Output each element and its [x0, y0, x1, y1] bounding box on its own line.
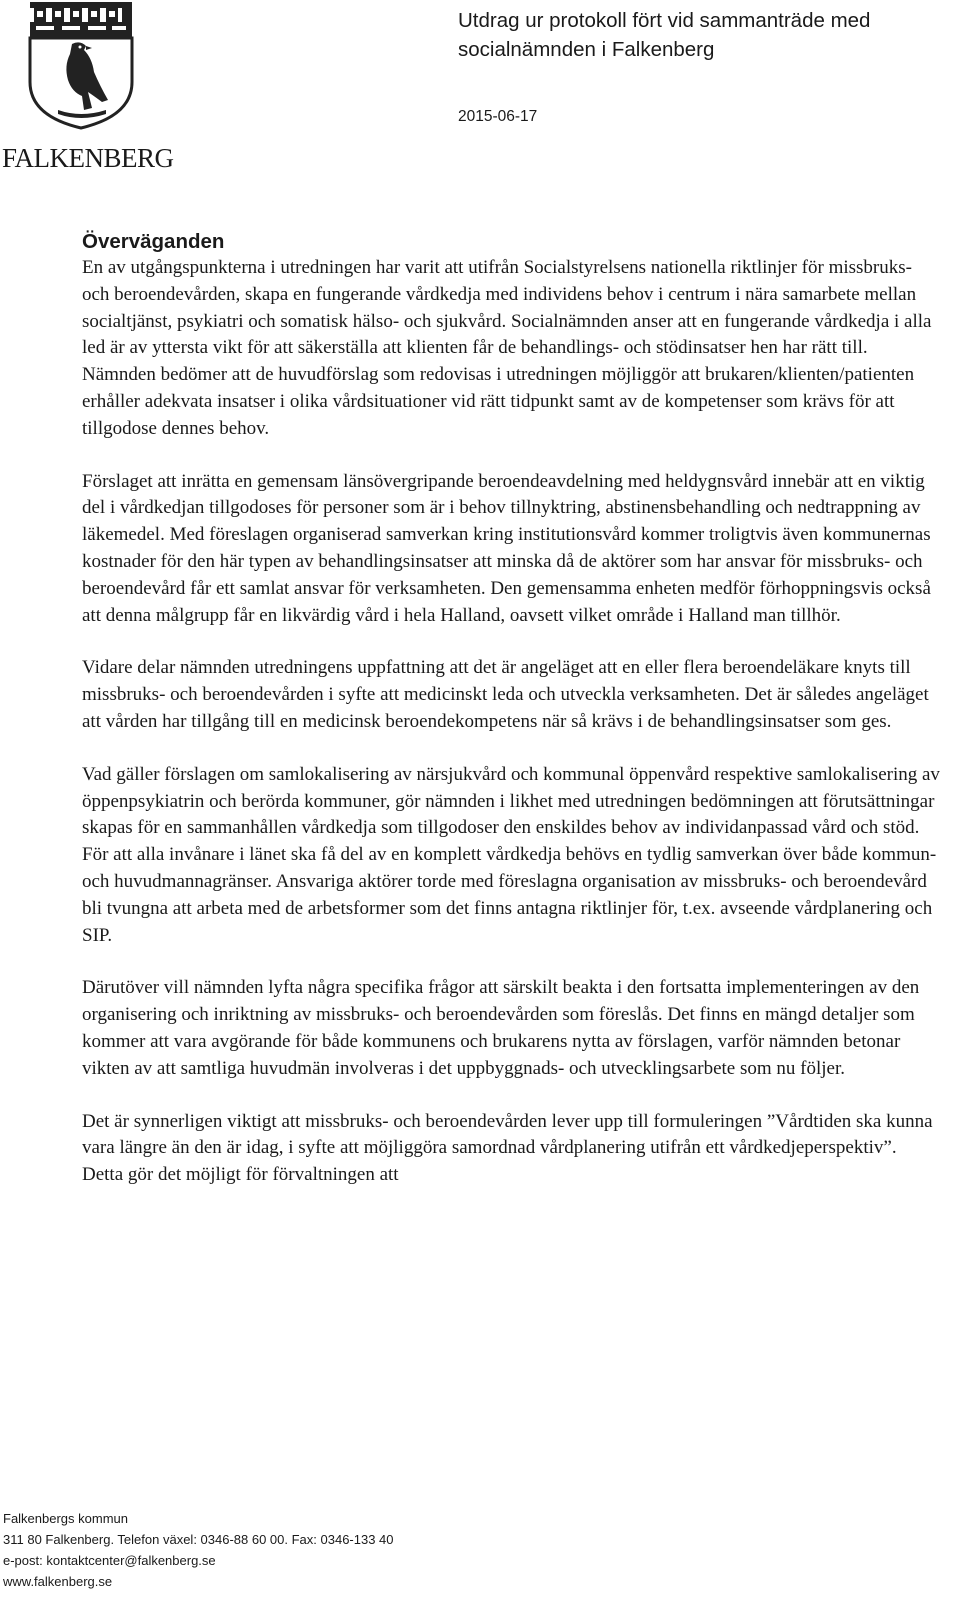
page-footer — [3, 1508, 394, 1592]
paragraph-3: Vidare delar nämnden utredningens uppfattning att det är angeläget att en eller flera beroendeläkare knyts till missbruks- och beroendevården i syfte att medicinskt leda och utveckla verksamheten. Det är således angeläget att vården har tillgång till en medicinsk beroendekompetens när så krävs i de behandlingsinsatser som ges. — [82, 657, 929, 732]
paragraph-5: Därutöver vill nämnden lyfta några specifika frågor att särskilt beakta i den fortsatta implementeringen av den organisering och inriktning av missbruks- och beroendevården som föreslås. Det finns en mängd detaljer som kommer att vara avgörande för både kommunens och brukarens nytta av förslagen, varför nämnden betonar vikten av att samtliga huvudmän involveras i det uppbyggnads- och utvecklingsarbete som nu följer. — [82, 977, 920, 1079]
paragraph-6: Det är synnerligen viktigt att missbruks- och beroendevården lever upp till formuleringen ”Vårdtiden ska kunna vara längre än den är idag, i syfte att möjliggöra samordnad vårdplanering utifrån ett vårdkedjeperspektiv”. Detta gör det möjligt för förvaltningen att — [82, 1110, 933, 1186]
protocol-title — [458, 6, 870, 64]
footer-org: Falkenbergs kommun — [3, 1511, 128, 1526]
falcon-crest-icon — [22, 0, 140, 130]
footer-address: 311 80 Falkenberg. Telefon växel: 0346-88 60 00. Fax: 0346-133 40 — [3, 1532, 394, 1547]
municipality-name: FALKENBERG — [2, 143, 174, 173]
document-body — [82, 229, 942, 1215]
protocol-title-line2: socialnämnden i Falkenberg — [458, 38, 715, 61]
footer-email: e-post: kontaktcenter@falkenberg.se — [3, 1553, 216, 1568]
meeting-date: 2015-06-17 — [458, 108, 538, 125]
section-heading: Överväganden — [82, 230, 225, 253]
paragraph-2: Förslaget att inrätta en gemensam länsövergripande beroendeavdelning med heldygnsvård innebär att en viktig del i vårdkedjan tillgodoses för personer som är i behov tillnyktring, abstinensbehandling och nedtrappning av läkemedel. Med föreslagen organiserad samverkan kring institutionsvård kommer troligtvis även kommunernas kostnader för den här typen av behandlingsinsatser att minska då de aktörer som har ansvar för missbruks- och beroendevård får ett samlat ansvar för verksamheten. Den gemensamma enheten medför förhoppningsvis också att denna målgrupp får en likvärdig vård i hela Halland, oavsett vilket område i Halland man tillhör. — [82, 470, 931, 626]
footer-web: www.falkenberg.se — [3, 1574, 113, 1589]
paragraph-1: En av utgångspunkterna i utredningen har varit att utifrån Socialstyrelsens nationella riktlinjer för missbruks- och beroendevården, skapa en fungerande vårdkedja med individens behov i centrum i nära samarbete mellan socialtjänst, psykiatri och somatisk hälso- och sjukvård. Socialnämnden anser att en fungerande vårdkedja i alla led är av yttersta vikt för att säkerställa att klienten får de behandlings- och stödinsatser hen har rätt till. Nämnden bedömer att de huvudförslag som redovisas i utredningen möjliggör att brukaren/klienten/patienten erhåller adekvata insatser i olika vårdsituationer vid rätt tidpunkt samt av de kompetenser som krävs för att tillgodose dennes behov. — [82, 257, 932, 439]
paragraph-4: Vad gäller förslagen om samlokalisering av närsjukvård och kommunal öppenvård respektive samlokalisering av öppenpsykiatrin och berörda kommuner, gör nämnden i likhet med utredningen bedömningen att förutsättningar skapas för en sammanhållen vårdkedja som tillgodoser den enskildes behov av individanpassad vård och stöd. För att alla invånare i länet ska få del av en komplett vårdkedja behövs en tydlig samverkan över både kommun- och huvudmannagränser. Ansvariga aktörer torde med föreslagna organisation av missbruks- och beroendevård bli tvungna att arbeta med de arbetsformer som det finns antagna riktlinjer för, t.ex. avseende vårdplanering och SIP. — [82, 763, 940, 946]
municipal-crest — [22, 0, 140, 130]
protocol-title-line1: Utdrag ur protokoll fört vid sammanträde med — [458, 9, 871, 32]
